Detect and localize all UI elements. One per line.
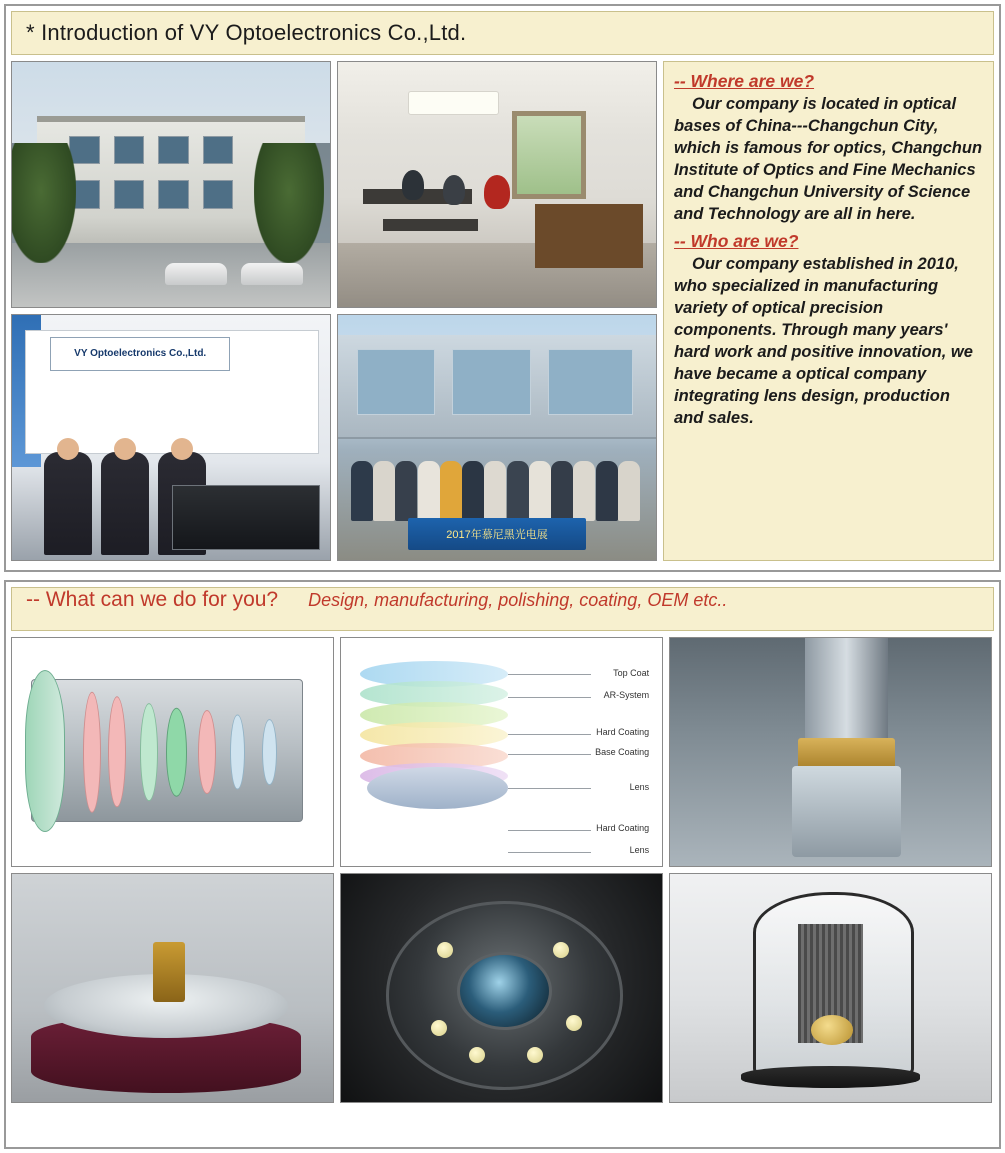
section2-image-row-top bbox=[11, 637, 994, 867]
clock-pendulum bbox=[811, 1015, 853, 1045]
factory-building-photo bbox=[11, 61, 331, 308]
tree bbox=[254, 143, 324, 263]
window bbox=[114, 136, 145, 165]
exhibition-booth-photo bbox=[11, 314, 331, 561]
group-photo-banner-text: 2017年慕尼黑光电展 bbox=[408, 518, 586, 550]
leader-line bbox=[508, 754, 591, 755]
section1-image-row-bottom bbox=[11, 314, 657, 561]
page-title: * Introduction of VY Optoelectronics Co.,Ltd. bbox=[26, 20, 467, 45]
window bbox=[158, 136, 189, 165]
coating-label-top-coat: Top Coat bbox=[613, 667, 650, 678]
person bbox=[395, 461, 417, 521]
leader-line bbox=[508, 852, 591, 853]
polishing-machine-illustration bbox=[12, 874, 333, 1102]
section-capabilities bbox=[4, 580, 1001, 1149]
leader-line bbox=[508, 674, 591, 675]
person bbox=[529, 461, 551, 521]
camera-lens bbox=[457, 952, 553, 1031]
who-are-we-heading bbox=[674, 230, 983, 253]
section-company-introduction bbox=[4, 4, 1001, 572]
coating-label-ar-system: AR-System bbox=[603, 690, 650, 701]
office-window bbox=[512, 111, 586, 199]
leader-line bbox=[508, 830, 591, 831]
desk bbox=[383, 219, 478, 231]
lens-element bbox=[230, 715, 245, 790]
office-interior-photo bbox=[337, 61, 657, 308]
section1-image-row-top bbox=[11, 61, 657, 308]
person bbox=[507, 461, 529, 521]
where-are-we-heading-text: -- Where are we? bbox=[674, 71, 815, 91]
where-are-we-heading bbox=[674, 70, 983, 93]
lens-element bbox=[83, 692, 101, 813]
window bbox=[203, 136, 234, 165]
window bbox=[203, 180, 234, 209]
coating-label-hard-coating-2: Hard Coating bbox=[596, 822, 650, 833]
led-light bbox=[566, 1015, 582, 1031]
section2-title-bar bbox=[11, 587, 994, 631]
person bbox=[44, 452, 92, 555]
person bbox=[373, 461, 395, 521]
led-light bbox=[431, 1020, 447, 1036]
front-element bbox=[25, 670, 66, 832]
section2-image-grid bbox=[11, 637, 994, 1103]
person bbox=[443, 175, 465, 205]
lens-coating-layers-diagram bbox=[340, 637, 663, 867]
section1-image-column bbox=[11, 61, 657, 561]
section1-title-bar bbox=[11, 11, 994, 55]
lens-assembly-cross-section-diagram bbox=[11, 637, 334, 867]
skeleton-clock-under-glass-dome-photo bbox=[669, 873, 992, 1103]
coating-label-hard-coating: Hard Coating bbox=[596, 726, 650, 737]
machining-illustration bbox=[670, 638, 991, 866]
coating-label-lens: Lens bbox=[629, 781, 650, 792]
person bbox=[484, 175, 510, 209]
coating-label-base-coating: Base Coating bbox=[595, 747, 650, 758]
clock-base bbox=[741, 1066, 921, 1089]
exhibition-booth-illustration bbox=[12, 315, 330, 560]
person bbox=[418, 461, 440, 521]
group-photo-illustration bbox=[338, 315, 656, 560]
person bbox=[462, 461, 484, 521]
lens-element bbox=[140, 703, 158, 801]
ceiling-light bbox=[408, 91, 499, 115]
company-group-photo bbox=[337, 314, 657, 561]
cabinet bbox=[535, 204, 643, 268]
workpiece bbox=[792, 766, 901, 857]
glass-panel bbox=[357, 349, 435, 415]
person bbox=[440, 461, 462, 521]
clock-illustration bbox=[670, 874, 991, 1102]
person bbox=[596, 461, 618, 521]
who-are-we-body: Our company established in 2010, who specialized in manufacturing variety of optical precision components. Through many years' hard work and positive innovation, we have became a optical company integrating lens design, production and sales. bbox=[674, 255, 973, 427]
person bbox=[573, 461, 595, 521]
person bbox=[402, 170, 424, 200]
person-head bbox=[114, 438, 136, 460]
polishing-spindle bbox=[153, 942, 185, 1001]
lens-disc bbox=[367, 767, 508, 809]
lens-assembly-illustration bbox=[12, 638, 333, 866]
cnc-machining-photo bbox=[669, 637, 992, 867]
lens-element bbox=[262, 719, 277, 785]
lens-element bbox=[108, 696, 126, 807]
factory-building-illustration bbox=[12, 62, 330, 307]
tree bbox=[11, 143, 76, 263]
person bbox=[618, 461, 640, 521]
section2-image-row-bottom bbox=[11, 873, 994, 1103]
company-info-panel bbox=[663, 61, 994, 561]
window bbox=[158, 180, 189, 209]
person bbox=[351, 461, 373, 521]
glass-panel bbox=[452, 349, 530, 415]
booth-sign-label: VY Optoelectronics Co.,Ltd. bbox=[50, 337, 230, 371]
person bbox=[551, 461, 573, 521]
person-head bbox=[57, 438, 79, 460]
car bbox=[165, 263, 227, 285]
display-table bbox=[172, 485, 320, 551]
window bbox=[114, 180, 145, 209]
capabilities-answer: Design, manufacturing, polishing, coating, OEM etc.. bbox=[308, 590, 728, 610]
person-head bbox=[171, 438, 193, 460]
car bbox=[241, 263, 303, 285]
dome-camera-module-photo bbox=[340, 873, 663, 1103]
lens-element bbox=[166, 708, 187, 797]
section1-content-grid bbox=[11, 61, 994, 561]
glass-panel bbox=[548, 349, 633, 415]
crowd bbox=[338, 423, 656, 521]
capabilities-question: -- What can we do for you? bbox=[26, 588, 279, 611]
who-are-we-heading-text: -- Who are we? bbox=[674, 230, 799, 251]
coating-layers-illustration bbox=[341, 638, 662, 866]
leader-line bbox=[508, 788, 591, 789]
spindle-tool bbox=[805, 637, 888, 747]
coating-label-lens-2: Lens bbox=[629, 845, 650, 856]
dome-camera-illustration bbox=[341, 874, 662, 1102]
where-are-we-body: Our company is located in optical bases of China---Changchun City, which is famous for optics, Changchun Institute of Optics and Fine Mechanics and Changchun University of Science and Technology are all in here. bbox=[674, 95, 983, 223]
lens-element bbox=[198, 710, 216, 794]
leader-line bbox=[508, 697, 591, 698]
office-interior-illustration bbox=[338, 62, 656, 307]
leader-line bbox=[508, 734, 591, 735]
polishing-machine-photo bbox=[11, 873, 334, 1103]
person bbox=[101, 452, 149, 555]
person bbox=[484, 461, 506, 521]
